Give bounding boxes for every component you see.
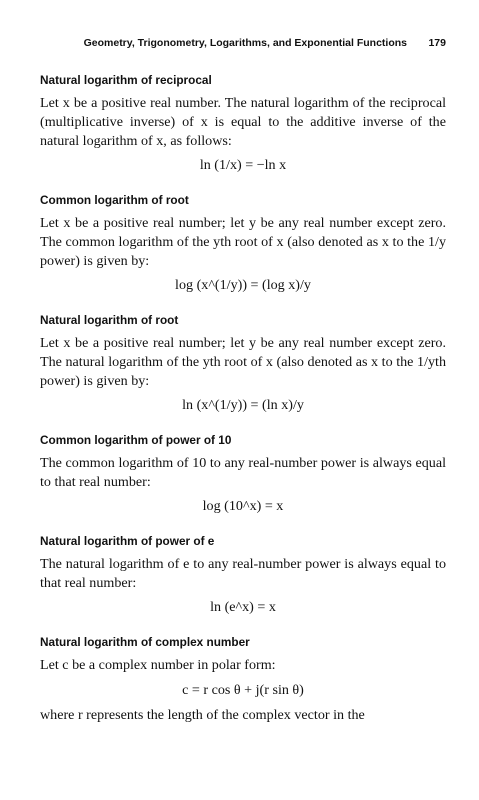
- section-body: The natural logarithm of e to any real-number power is always equal to that real number:: [40, 556, 446, 591]
- section-heading: Natural logarithm of power of e: [40, 534, 215, 548]
- section-natural-log-power-e: [40, 534, 446, 617]
- formula: ln (1/x) = −ln x: [199, 157, 287, 173]
- formula: ln (e^x) = x: [210, 599, 276, 615]
- formula: ln (x^(1/y)) = (ln x)/y: [182, 397, 304, 413]
- section-natural-log-reciprocal: [40, 73, 446, 175]
- section-heading: Natural logarithm of complex number: [40, 635, 250, 649]
- formula: log (10^x) = x: [202, 498, 284, 514]
- formula: log (x^(1/y)) = (log x)/y: [175, 277, 311, 293]
- page-content: [40, 73, 446, 725]
- section-heading: Natural logarithm of reciprocal: [40, 73, 212, 87]
- section-body: Let x be a positive real number; let y be any real number except zero. The natural logarithm of the yth root of x (also denoted as x to the 1/yth power) is given by:: [40, 335, 446, 389]
- section-common-log-power-10: [40, 433, 446, 516]
- section-trailing-text: where r represents the length of the complex vector in the: [40, 707, 365, 723]
- section-body: Let c be a complex number in polar form:: [40, 657, 276, 673]
- running-title: Geometry, Trigonometry, Logarithms, and Exponential Functions: [83, 37, 407, 49]
- section-heading: Common logarithm of root: [40, 193, 189, 207]
- section-natural-log-root: [40, 313, 446, 415]
- running-head: [0, 37, 479, 53]
- page-number: 179: [428, 37, 446, 49]
- section-body: Let x be a positive real number. The natural logarithm of the reciprocal (multiplicative inverse) of x is equal to the additive inverse of the natural logarithm of x, as follows:: [40, 95, 446, 149]
- section-heading: Common logarithm of power of 10: [40, 433, 232, 447]
- section-body: The common logarithm of 10 to any real-number power is always equal to that real number:: [40, 455, 446, 490]
- section-common-log-root: [40, 193, 446, 295]
- section-body: Let x be a positive real number; let y be any real number except zero. The common logarithm of the yth root of x (also denoted as x to the 1/y power) is given by:: [40, 215, 446, 269]
- section-natural-log-complex: [40, 635, 446, 725]
- formula: c = r cos θ + j(r sin θ): [182, 682, 304, 698]
- section-heading: Natural logarithm of root: [40, 313, 179, 327]
